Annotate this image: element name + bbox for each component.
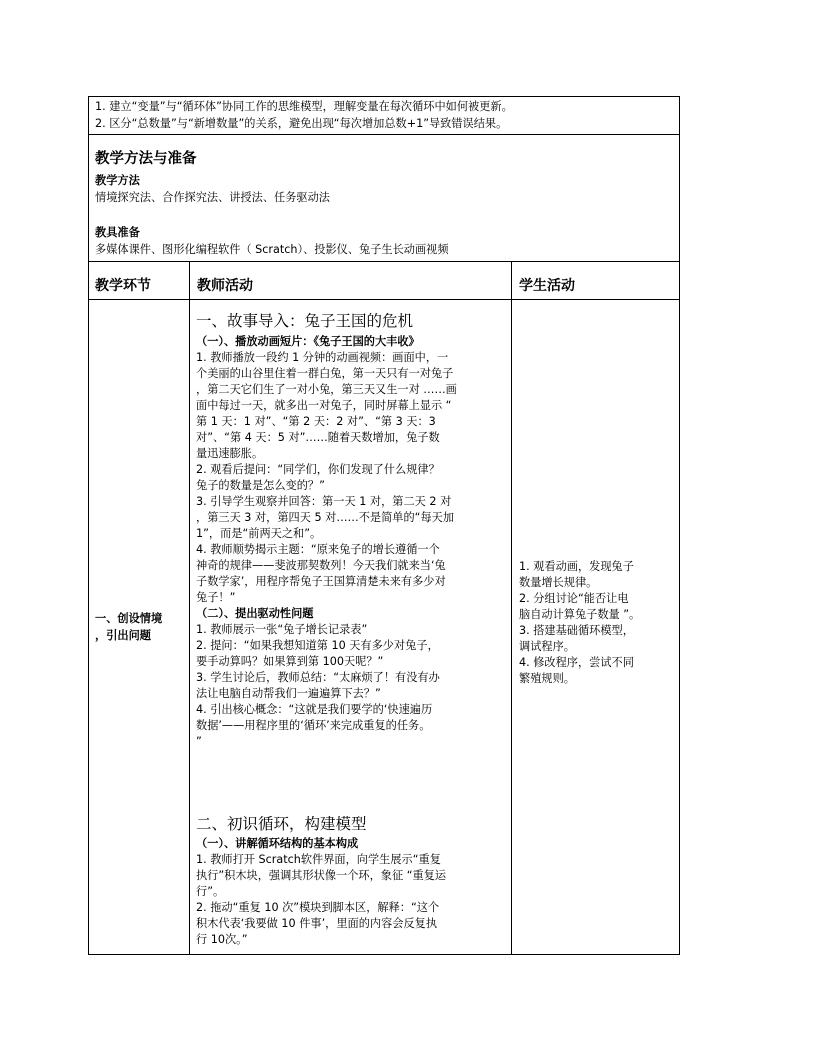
text-line: ” — [196, 735, 202, 748]
section-title: 教学方法与准备 — [95, 151, 197, 167]
text-line: 法让电脑自动帮我们一遍遍算下去？” — [196, 687, 381, 700]
text-line: 脑自动计算兔子数量 ”。 — [519, 608, 641, 621]
text-line: 4. 引出核心概念：“这就是我们要学的‘快速遍历 — [196, 703, 433, 716]
text-line: 兔子！” — [196, 591, 236, 604]
objective-item-1: 1. 建立“变量”与“循环体”协同工作的思维模型，理解变量在每次循环中如何被更新。 — [95, 100, 513, 113]
text-line: 行”。 — [196, 885, 225, 898]
text-line: 2. 观看后提问：“同学们，你们发现了什么规律？ — [196, 463, 440, 476]
methods-text: 情境探究法、合作探究法、讲授法、任务驱动法 — [95, 191, 330, 204]
student-lines — [519, 559, 640, 687]
text-line: 数据’——用程序里的‘循环’来完成重复的任务。 — [196, 719, 431, 732]
methods-label: 教学方法 — [95, 174, 140, 187]
sub3-lines — [196, 852, 446, 948]
text-line: 对”、“第 4 天：5 对”……随着天数增加，兔子数 — [196, 431, 440, 444]
text-line: 数量增长规律。 — [519, 576, 598, 589]
stage-label-line2: ，引出问题 — [95, 629, 151, 642]
tools-label: 教具准备 — [95, 226, 140, 239]
text-line: 2. 提问：“如果我想知道第 10 天有多少对兔子， — [196, 639, 439, 652]
text-line: 面中每过一天，就多出一对兔子，同时屏幕上显示 “ — [196, 399, 452, 412]
text-line: ，第二天它们生了一对小兔，第三天又生一对 ……画 — [196, 383, 457, 396]
teacher-part2 — [196, 814, 446, 948]
text-line: 3. 搭建基础循环模型， — [519, 624, 634, 637]
text-line: 2. 拖动“重复 10 次”模块到脚本区，解释：“这个 — [196, 901, 440, 914]
text-line: 1. 教师展示一张“兔子增长记录表” — [196, 623, 368, 636]
text-line: 量迅速膨胀。 — [196, 447, 264, 460]
text-line: 积木代表‘我要做 10 件事’，里面的内容会反复执 — [196, 917, 438, 930]
text-line: 子数学家’，用程序帮兔子王国算清楚未来有多少对 — [196, 575, 446, 588]
text-line: 3. 引导学生观察并回答：第一天 1 对，第二天 2 对 — [196, 495, 452, 508]
header-stage: 教学环节 — [95, 278, 151, 294]
header-student-activity: 学生活动 — [519, 278, 575, 294]
text-line: 兔子的数量是怎么变的？” — [196, 479, 325, 492]
text-line: 1. 观看动画，发现兔子 — [519, 560, 634, 573]
text-line: 4. 修改程序，尝试不同 — [519, 656, 634, 669]
text-line: 执行”积木块，强调其形状像一个环，象征 “重复运 — [196, 869, 447, 882]
text-line: 繁殖规则。 — [519, 672, 575, 685]
teacher-part1 — [196, 311, 457, 750]
column-divider — [511, 261, 512, 954]
part1-title: 一、故事导入：兔子王国的危机 — [196, 312, 414, 330]
row-divider — [89, 299, 679, 300]
text-line: 行 10次。” — [196, 933, 248, 946]
tools-text: 多媒体课件、图形化编程软件（ Scratch）、投影仪、兔子生长动画视频 — [95, 243, 449, 256]
column-divider — [189, 261, 190, 954]
objective-item-2: 2. 区分“总数量”与“新增数量”的关系，避免出现“每次增加总数+1”导致错误结果。 — [95, 117, 508, 130]
sub2-title: （二）、提出驱动性问题 — [196, 607, 314, 620]
text-line: 4. 教师顺势揭示主题：“原来兔子的增长遵循一个 — [196, 543, 440, 556]
text-line: 调试程序。 — [519, 640, 575, 653]
text-line: 第 1 天：1 对”、“第 2 天：2 对”、“第 3 天：3 — [196, 415, 436, 428]
text-line: 神奇的规律——斐波那契数列！今天我们就来当‘兔 — [196, 559, 446, 572]
text-line: 1. 教师播放一段约 1 分钟的动画视频：画面中，一 — [196, 351, 449, 364]
student-activity — [519, 559, 640, 687]
text-line: 个美丽的山谷里住着一群白兔，第一天只有一对兔子 — [196, 367, 454, 380]
sub2-lines — [196, 622, 457, 750]
text-line: 要手动算吗？如果算到第 100天呢？” — [196, 655, 384, 668]
text-line: ，第三天 3 对，第四天 5 对……不是简单的“每天加 — [196, 511, 455, 524]
text-line: 3. 学生讨论后，教师总结：“太麻烦了！有没有办 — [196, 671, 440, 684]
text-line: 2. 分组讨论“能否让电 — [519, 592, 629, 605]
stage-label-line1: 一、创设情境 — [95, 612, 163, 625]
part2-title: 二、初识循环，构建模型 — [196, 815, 367, 833]
row-divider — [89, 261, 679, 262]
lesson-plan-table — [88, 96, 680, 955]
header-teacher-activity: 教师活动 — [197, 278, 253, 294]
sub1-title: （一）、播放动画短片：《兔子王国的大丰收》 — [196, 335, 420, 348]
sub1-lines — [196, 350, 457, 606]
row-divider — [89, 134, 679, 135]
sub3-title: （一）、讲解循环结构的基本构成 — [196, 837, 359, 850]
text-line: 1”，而是“前两天之和”。 — [196, 527, 322, 540]
text-line: 1. 教师打开 Scratch软件界面，向学生展示“重复 — [196, 853, 441, 866]
